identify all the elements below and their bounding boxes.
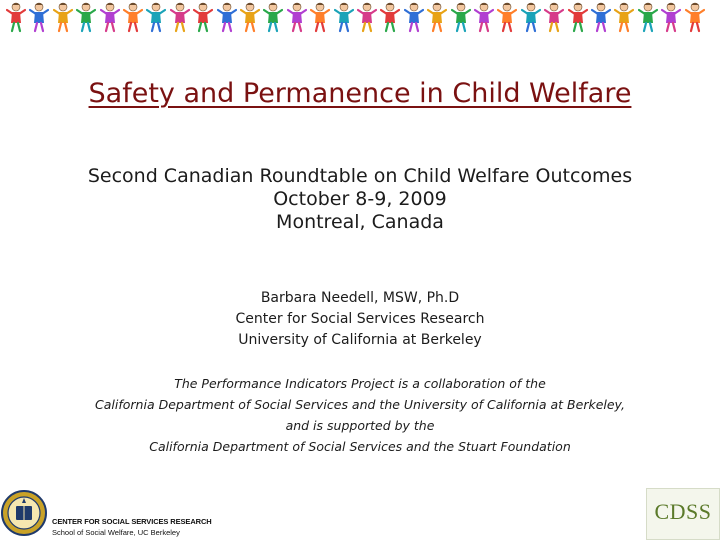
child-figure-icon <box>638 2 658 38</box>
child-figure-icon <box>217 2 237 38</box>
uc-berkeley-seal-icon <box>0 489 48 537</box>
author-affiliation: Center for Social Services Research <box>235 311 485 327</box>
children-clipart-border <box>0 0 720 36</box>
slide-title: Safety and Permanence in Child Welfare <box>88 78 632 109</box>
child-figure-icon <box>193 2 213 38</box>
child-figure-icon <box>404 2 424 38</box>
child-figure-icon <box>685 2 705 38</box>
collaboration-line-2: California Department of Social Services and the University of California at Berkeley, <box>95 397 625 412</box>
child-figure-icon <box>100 2 120 38</box>
child-figure-icon <box>6 2 26 38</box>
cdss-logo <box>646 488 720 540</box>
child-figure-icon <box>661 2 681 38</box>
child-figure-icon <box>568 2 588 38</box>
collaboration-line-1: The Performance Indicators Project is a collaboration of the <box>174 376 546 391</box>
child-figure-icon <box>427 2 447 38</box>
child-figure-icon <box>451 2 471 38</box>
child-figure-icon <box>310 2 330 38</box>
author-name: Barbara Needell, MSW, Ph.D <box>260 290 460 306</box>
conference-location: Montreal, Canada <box>276 211 444 233</box>
cssr-name: CENTER FOR SOCIAL SERVICES RESEARCH <box>52 517 212 526</box>
child-figure-icon <box>544 2 564 38</box>
cssr-school: School of Social Welfare, UC Berkeley <box>52 528 180 537</box>
child-figure-icon <box>123 2 143 38</box>
child-figure-icon <box>76 2 96 38</box>
child-figure-icon <box>170 2 190 38</box>
child-figure-icon <box>29 2 49 38</box>
child-figure-icon <box>53 2 73 38</box>
collaboration-note <box>0 373 720 457</box>
child-figure-icon <box>497 2 517 38</box>
child-figure-icon <box>357 2 377 38</box>
child-figure-icon <box>263 2 283 38</box>
author-university: University of California at Berkeley <box>238 332 482 348</box>
collaboration-line-3: and is supported by the <box>285 418 435 433</box>
conference-dates: October 8-9, 2009 <box>273 188 447 210</box>
child-figure-icon <box>614 2 634 38</box>
child-figure-icon <box>287 2 307 38</box>
child-figure-icon <box>380 2 400 38</box>
child-figure-icon <box>240 2 260 38</box>
collaboration-line-4: California Department of Social Services and the Stuart Foundation <box>149 439 571 454</box>
conference-info <box>0 165 720 234</box>
cdss-logo-text: CDSS <box>654 499 712 524</box>
child-figure-icon <box>334 2 354 38</box>
child-figure-icon <box>521 2 541 38</box>
cssr-caption <box>52 516 212 538</box>
child-figure-icon <box>474 2 494 38</box>
author-block <box>0 288 720 351</box>
child-figure-icon <box>591 2 611 38</box>
conference-name: Second Canadian Roundtable on Child Welfare Outcomes <box>87 165 633 187</box>
child-figure-icon <box>146 2 166 38</box>
